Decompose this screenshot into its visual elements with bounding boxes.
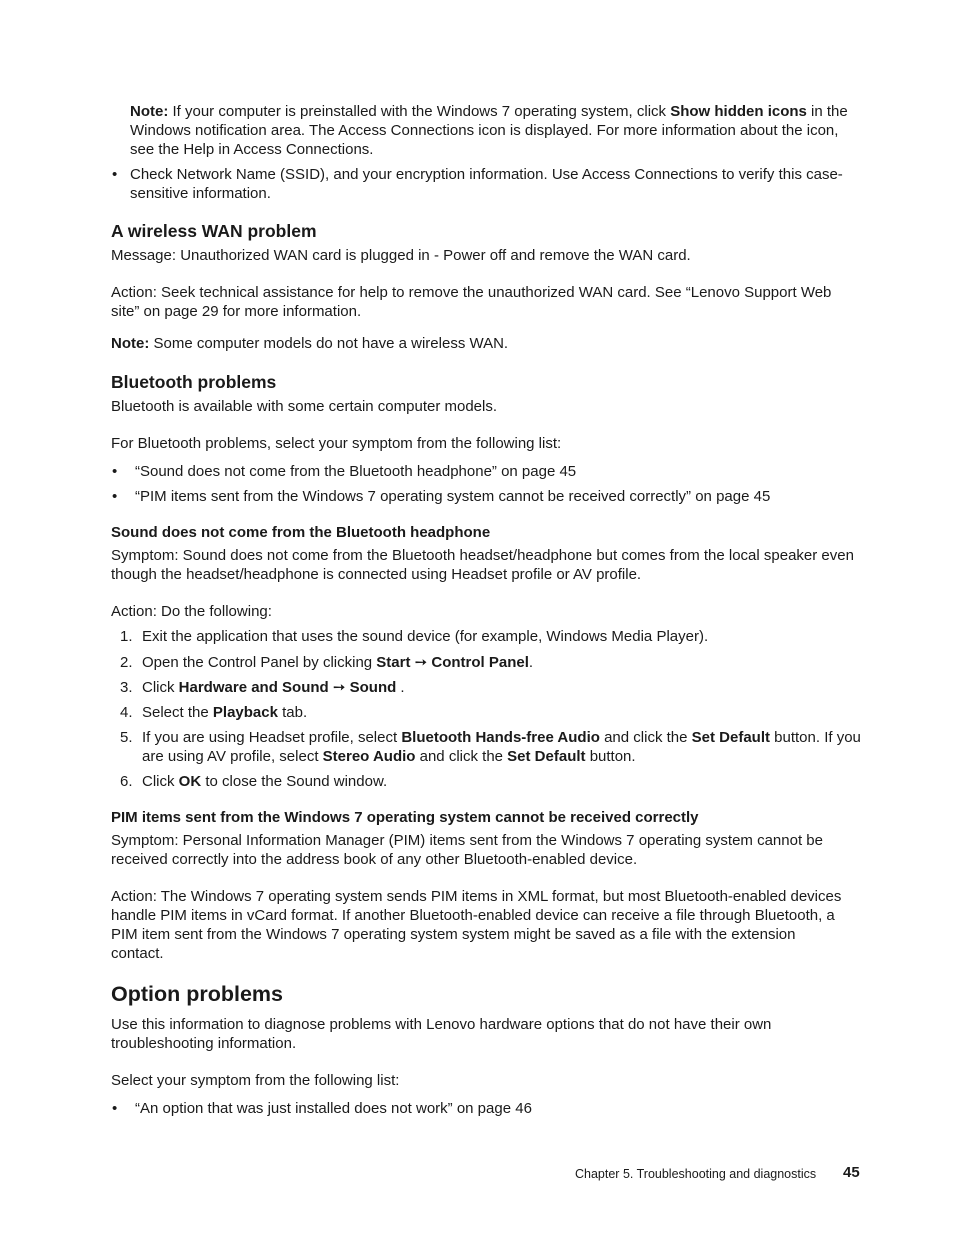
option-link[interactable]: “An option that was just installed does not work” on page 46 (135, 1100, 532, 1117)
step-text: and click the (415, 748, 508, 765)
note-text-2: in the Windows notification area. The Access Connections icon is displayed. For more information about the icon, see the Help in Access Connections. (130, 103, 848, 158)
step-text: Click (142, 773, 179, 790)
wan-action: Action: Seek technical assistance for help to remove the unauthorized WAN card. See “Lenovo Support Web site” on page 29 for more information. (111, 284, 832, 320)
step-text: Click (142, 679, 179, 696)
bt-select: For Bluetooth problems, select your symptom from the following list: (111, 435, 562, 452)
step-text: . (396, 679, 405, 696)
step-number: 6. (120, 773, 133, 790)
bt-link-sound[interactable]: “Sound does not come from the Bluetooth headphone” on page 45 (135, 463, 577, 480)
step-text: . (528, 654, 534, 671)
step-bold: Hardware and Sound (178, 679, 329, 696)
footer-chapter: Chapter 5. Troubleshooting and diagnostics (575, 1167, 817, 1181)
step-4 (142, 703, 867, 722)
wan-note (111, 334, 861, 353)
step-6 (142, 772, 867, 791)
step-number: 4. (120, 704, 133, 721)
step-bold: Sound (349, 679, 397, 696)
step-text: Open the Control Panel by clicking (142, 654, 377, 671)
pim-heading: PIM items sent from the Windows 7 operating system cannot be received correctly (111, 809, 699, 826)
bullet: • (112, 1100, 118, 1117)
bt-heading: Bluetooth problems (111, 372, 277, 392)
sound-action: Action: Do the following: (111, 603, 272, 620)
arrow-icon: ➙ (410, 654, 432, 671)
step-bold: Playback (212, 704, 278, 721)
note-paragraph (130, 102, 860, 159)
step-text: button. (585, 748, 636, 765)
wan-message: Message: Unauthorized WAN card is plugged in - Power off and remove the WAN card. (111, 247, 691, 264)
bullet: • (112, 488, 118, 505)
step-number: 5. (120, 729, 133, 746)
option-select: Select your symptom from the following list: (111, 1072, 400, 1089)
step-text: tab. (277, 704, 308, 721)
step-5 (142, 728, 866, 766)
wan-heading: A wireless WAN problem (111, 221, 317, 241)
step-text: and click the (599, 729, 692, 746)
wan-note-label: Note: (111, 335, 150, 352)
note-label: Note: (130, 103, 169, 120)
bt-link-pim[interactable]: “PIM items sent from the Windows 7 operating system cannot be received correctly” on page 45 (135, 488, 771, 505)
option-intro: Use this information to diagnose problems with Lenovo hardware options that do not have their own troubleshooting information. (111, 1016, 772, 1052)
wan-note-text: Some computer models do not have a wireless WAN. (149, 335, 509, 352)
note-bold: Show hidden icons (670, 103, 807, 120)
step-1 (142, 627, 867, 646)
step-text: Select the (142, 704, 213, 721)
step-bold: Set Default (507, 748, 586, 765)
bullet: • (112, 463, 118, 480)
option-heading: Option problems (111, 982, 283, 1006)
step-text: Exit the application that uses the sound device (for example, Windows Media Player). (142, 628, 709, 645)
step-2 (142, 653, 867, 672)
pim-symptom: Symptom: Personal Information Manager (PIM) items sent from the Windows 7 operating system cannot be received correctly into the address book of any other Bluetooth-enabled device. (111, 832, 823, 868)
step-number: 3. (120, 679, 133, 696)
pim-action: Action: The Windows 7 operating system sends PIM items in XML format, but most Bluetooth-enabled devices handle PIM items in vCard format. If another Bluetooth-enabled device can receive a file through Bluetooth, a PIM item sent from the Windows 7 operating system system might be saved as a file with the extension contact. (111, 888, 842, 962)
step-bold: Stereo Audio (322, 748, 416, 765)
bullet: • (112, 166, 118, 183)
sound-symptom: Symptom: Sound does not come from the Bluetooth headset/headphone but comes from the local speaker even though the headset/headphone is connected using Headset profile or AV profile. (111, 547, 854, 583)
step-bold: Control Panel (431, 654, 529, 671)
bullet-check-text: Check Network Name (SSID), and your encryption information. Use Access Connections to verify this case-sensitive information. (130, 166, 843, 202)
step-bold: Bluetooth Hands-free Audio (401, 729, 600, 746)
step-number: 2. (120, 654, 133, 671)
step-bold: OK (178, 773, 202, 790)
step-text: button. If you are using AV profile, select (142, 729, 861, 765)
sound-heading: Sound does not come from the Bluetooth headphone (111, 524, 491, 541)
step-bold: Set Default (691, 729, 770, 746)
arrow-icon: ➙ (328, 679, 350, 696)
footer-page-number: 45 (843, 1164, 860, 1181)
step-bold: Start (376, 654, 411, 671)
step-text: to close the Sound window. (201, 773, 388, 790)
step-number: 1. (120, 628, 133, 645)
step-3 (142, 678, 867, 697)
note-text: If your computer is preinstalled with the Windows 7 operating system, click (168, 103, 671, 120)
bt-intro: Bluetooth is available with some certain computer models. (111, 398, 498, 415)
step-text: If you are using Headset profile, select (142, 729, 402, 746)
